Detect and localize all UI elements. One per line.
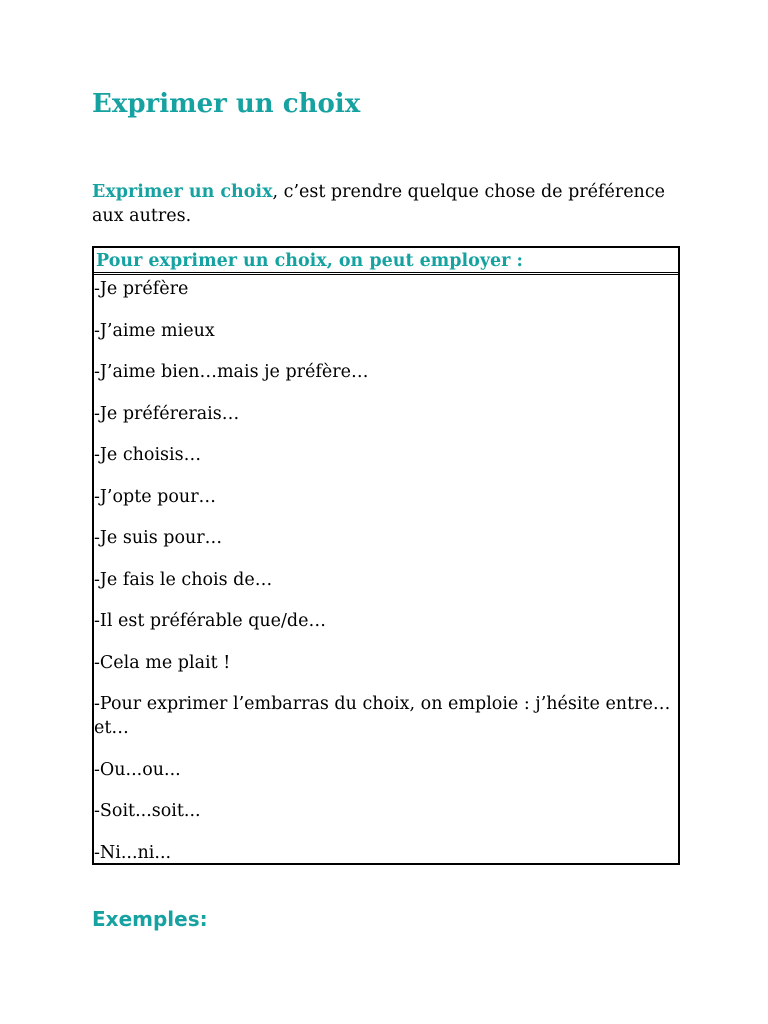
list-item: -Je choisis… — [94, 445, 202, 465]
list-item: -Cela me plait ! — [94, 652, 231, 673]
list-item: -J’opte pour… — [94, 486, 217, 507]
intro-highlight: Exprimer un choix — [92, 182, 273, 202]
list-item: -Pour exprimer l’embarras du choix, on emploie : j’hésite entre…et… — [94, 694, 671, 738]
box-heading: Pour exprimer un choix, on peut employer : — [94, 248, 678, 275]
expressions-list — [94, 277, 678, 865]
list-item: -Je préfère — [94, 279, 189, 299]
list-item: -Je fais le chois de… — [94, 569, 273, 590]
list-item: -Je suis pour… — [94, 528, 223, 548]
expressions-box — [92, 246, 680, 865]
list-item: -Je préférerais… — [94, 403, 240, 424]
intro-text: , c’est prendre quelque chose de préférence aux autres. — [92, 182, 665, 226]
list-item: -J’aime bien…mais je préfère… — [94, 362, 369, 382]
list-item: -Ni...ni... — [94, 842, 172, 863]
list-item: -J’aime mieux — [94, 320, 215, 341]
list-item: -Soit...soit... — [94, 801, 201, 821]
page-title: Exprimer un choix — [92, 89, 361, 119]
examples-heading: Exemples: — [92, 907, 208, 931]
intro-paragraph — [92, 180, 682, 228]
list-item: -Ou...ou... — [94, 759, 181, 780]
list-item: -Il est préférable que/de… — [94, 611, 326, 631]
